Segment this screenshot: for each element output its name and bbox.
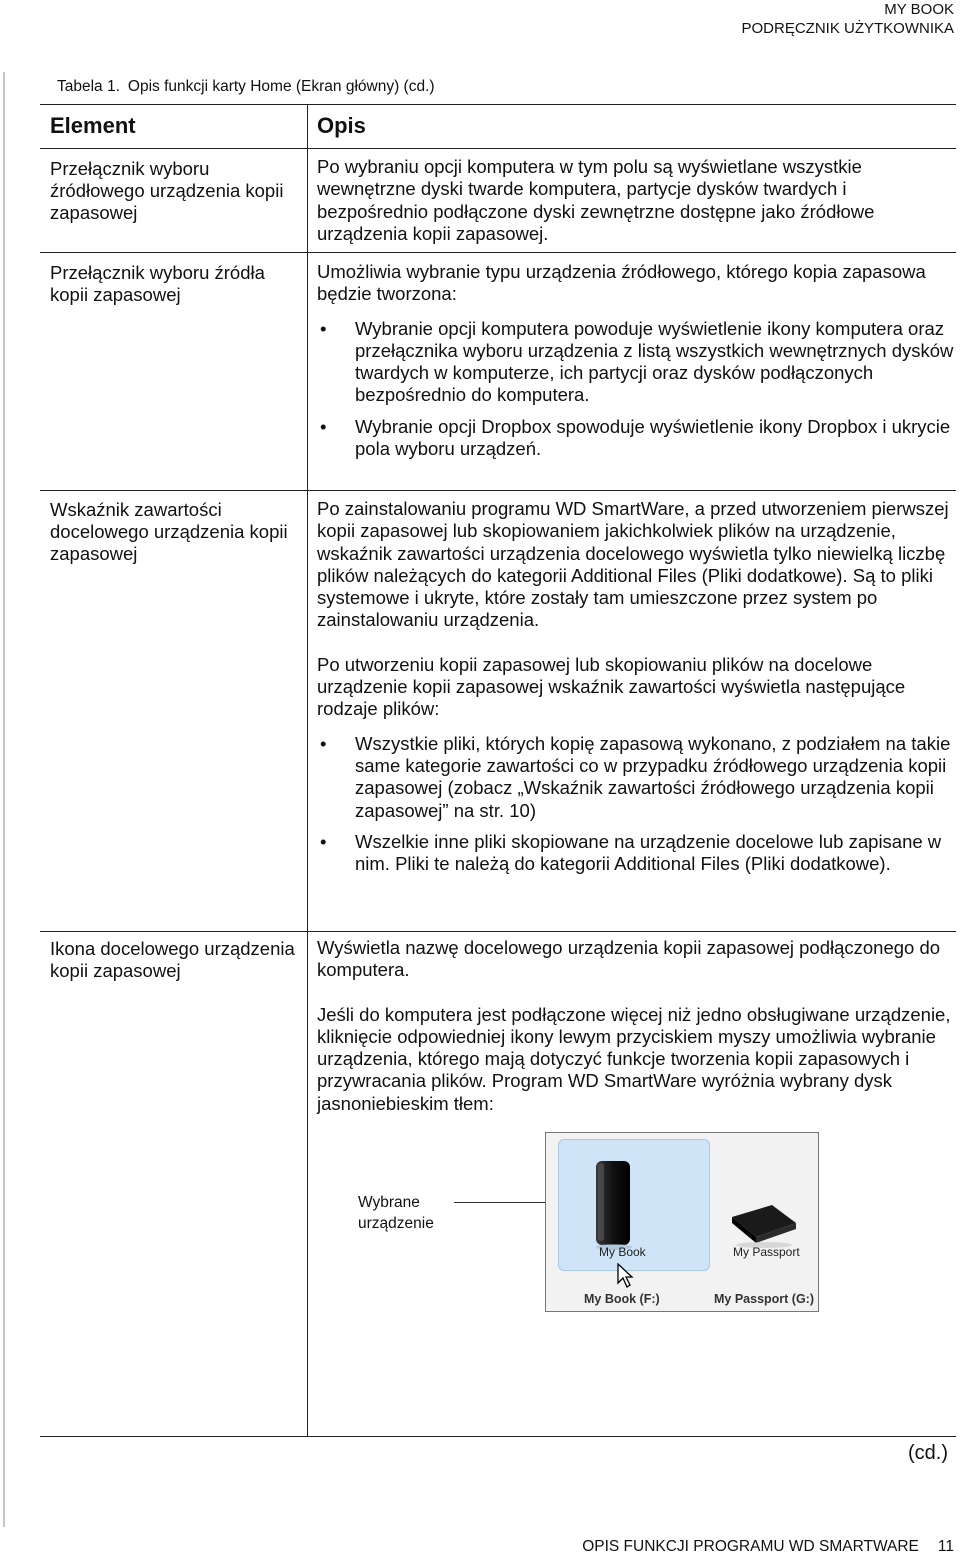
device-name-label: My Book [599,1245,646,1259]
row-description [317,498,957,875]
margin-rule [3,72,5,1527]
row-element-name: Wskaźnik zawartości docelowego urządzenia kopii zapasowej [50,499,288,564]
bullet-item: • Wybranie opcji Dropbox spowoduje wyświetlenie ikony Dropbox i ukrycie pola wyboru urządzeń. [317,416,957,461]
desktop-drive-icon[interactable] [590,1155,638,1251]
bullet-item: • Wszystkie pliki, których kopię zapasową wykonano, z podziałem na takie same kategorie zawartości co w przypadku źródłowego urządzenia kopii zapasowej (zobacz „Wskaźnik zawartości źródłowego urządzenia kopii zapasowej” na str. 10) [317,733,957,822]
bullet-item: • Wybranie opcji komputera powoduje wyświetlenie ikony komputera oraz przełącznika wyboru urządzenia z listą wszystkich wewnętrznych dysków twardych w komputerze, ich partycji oraz dysków podłączonych bezpośrednio do komputera. [317,318,957,407]
row-element-name: Przełącznik wyboru źródła kopii zapasowej [50,262,265,305]
footer-section: OPIS FUNKCJI PROGRAMU WD SMARTWARE [582,1538,919,1555]
description-paragraph: Po zainstalowaniu programu WD SmartWare, a przed utworzeniem pierwszej kopii zapasowej lub skopiowaniem jakichkolwiek plików na urządzenie, wskaźnik zawartości urządzenia docelowego wyświetla tylko niewielką liczbę plików należących do kategorii Additional Files (Pliki dodatkowe). Są to pliki systemowe i ukryte, które zostały tam umieszczone przez system po zainstalowaniu urządzenia. [317,498,949,631]
page-footer [582,1538,954,1556]
mouse-cursor-icon [616,1263,634,1289]
row-divider [40,931,956,932]
description-paragraph: Wyświetla nazwę docelowego urządzenia kopii zapasowej podłączonego do komputera. [317,937,941,981]
page-number: 11 [937,1538,954,1555]
device-selector-figure [545,1132,819,1312]
header-manual: PODRĘCZNIK UŻYTKOWNIKA [741,20,954,37]
description-paragraph: Po wybraniu opcji komputera w tym polu są wyświetlane wszystkie wewnętrzne dyski twarde komputera, partycje dysków twardych i bezpośrednio podłączone dyski zewnętrzne dostępne jako źródłowe urządzenia kopii zapasowej. [317,156,875,244]
bullet-item: • Wszelkie inne pliki skopiowane na urządzenie docelowe lub zapisane w nim. Pliki te należą do kategorii Additional Files (Pliki dodatkowe). [317,831,957,876]
column-header-element: Element [50,113,136,138]
row-element-name: Przełącznik wyboru źródłowego urządzenia kopii zapasowej [50,158,284,223]
bullet-list [317,733,957,876]
column-divider [307,105,308,1437]
description-paragraph: Umożliwia wybranie typu urządzenia źródłowego, którego kopia zapasowa będzie tworzona: [317,261,926,305]
figure-callout-label: Wybrane urządzenie [358,1194,434,1232]
description-paragraph: Po utworzeniu kopii zapasowej lub skopiowaniu plików na docelowe urządzenie kopii zapasowej wskaźnik zawartości wyświetla następujące rodzaje plików: [317,653,906,720]
continued-marker: (cd.) [908,1442,948,1464]
table-caption-label: Tabela 1. [57,78,120,95]
row-divider [40,490,956,491]
drive-letter-label: My Passport (G:) [714,1292,815,1306]
row-description [317,261,957,460]
row-element-name: Ikona docelowego urządzenia kopii zapasowej [50,938,295,981]
row-description [317,156,957,245]
row-divider [40,252,956,253]
table-top-rule [40,104,956,105]
page-header [741,0,954,38]
header-product: MY BOOK [884,1,954,18]
portable-drive-icon[interactable] [726,1197,800,1249]
description-paragraph: Jeśli do komputera jest podłączone więcej niż jedno obsługiwane urządzenie, kliknięcie odpowiedniej ikony lewym przyciskiem myszy umożliwia wybranie urządzenia, którego mają dotyczyć funkcje tworzenia kopii zapasowych i przywracania plików. Program WD SmartWare wyróżnia wybrany dysk jasnoniebieskim tłem: [317,1003,951,1114]
device-name-label: My Passport [733,1245,800,1259]
table-caption [57,78,435,96]
row-description [317,937,957,1115]
table-caption-text: Opis funkcji karty Home (Ekran główny) (cd.) [127,78,435,95]
table-bottom-rule [40,1436,956,1437]
column-header-opis: Opis [317,113,366,138]
drive-letter-label: My Book (F:) [584,1292,660,1306]
bullet-list [317,318,957,461]
table-header-rule [40,148,956,149]
